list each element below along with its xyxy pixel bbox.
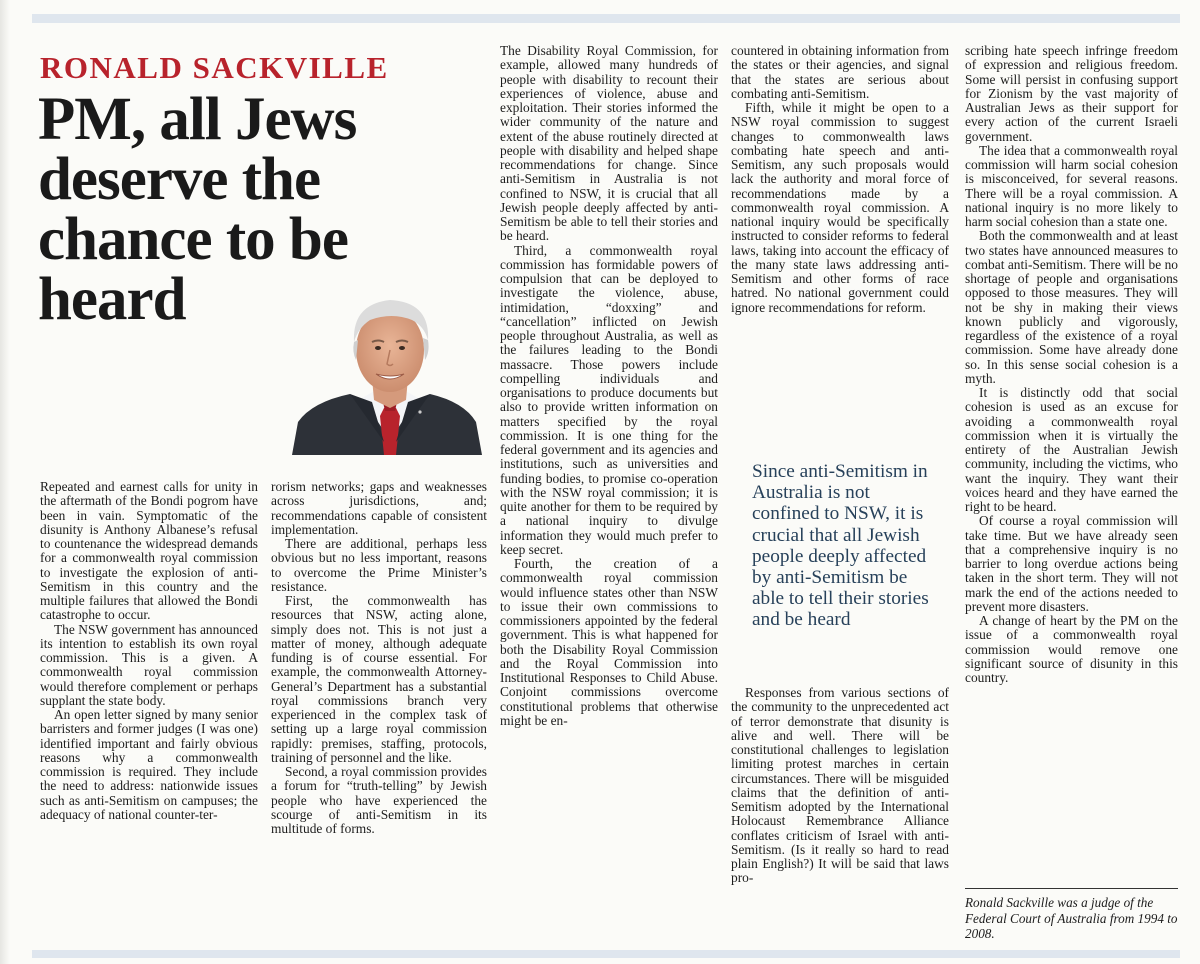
paragraph: rorism networks; gaps and weaknesses across jurisdictions, and; recommendations capable of consistent implementation. xyxy=(271,479,487,537)
paragraph: scribing hate speech infringe freedom of expression and religious freedom. Some will persist in confusing support for Zionism by the vast majority of Australian Jews as their support for every action of the current Israeli government. xyxy=(965,43,1178,144)
paragraph: An open letter signed by many senior barristers and former judges (I was one) identified important and fairly obvious reasons why a commonwealth commission is required. They include the need to address: nationwide issues such as anti-Semitism on campuses; the adequacy of national counter-ter- xyxy=(40,707,258,822)
paragraph: Both the commonwealth and at least two states have announced measures to combat anti-Semitism. There will be no shortage of people and organisations opposed to those measures. They will not be shy in making their views known publicly and vigorously, regardless of the existence of a royal commission. Some have already done so. In this sense social cohesion is a myth. xyxy=(965,228,1178,386)
paragraph: There are additional, perhaps less obvious but no less important, reasons to overcome the Prime Minister’s resistance. xyxy=(271,536,487,594)
paragraph: First, the commonwealth has resources that NSW, acting alone, simply does not. This is not just a matter of money, although adequate funding is of course essential. For example, the commonwealth Attorney-General’s Department has a substantial royal commissions branch very experienced in the complex task of setting up a large royal commission rapidly: premises, staffing, protocols, training of personnel and the like. xyxy=(271,593,487,765)
paragraph: A change of heart by the PM on the issue of a commonwealth royal commission would remove one significant source of disunity in this country. xyxy=(965,613,1178,685)
article-column-1 xyxy=(40,480,258,822)
paragraph: Third, a commonwealth royal commission has formidable powers of compulsion that can be deployed to investigate the violence, abuse, intimidation, “doxxing” and “cancellation” inflicted on Jewish people throughout Australia, as well as the failures leading to the Bondi massacre. Those powers include compelling individuals and organisations to produce documents but also to provide written information on matters specified by the royal commission. It is one thing for the federal government and its agencies and institutions, such as universities and funding bodies, to promise co-operation with the NSW royal commission; it is quite another for them to be required by a national inquiry to divulge information they would much prefer to keep secret. xyxy=(500,242,718,557)
author-bio: Ronald Sackville was a judge of the Federal Court of Australia from 1994 to 2008. xyxy=(965,888,1178,942)
bottom-rule xyxy=(32,950,1180,958)
headline: PM, all Jews deserve the chance to be heard xyxy=(38,86,357,333)
paragraph: Repeated and earnest calls for unity in the aftermath of the Bondi pogrom have been in vain. Symptomatic of the disunity is Anthony Albanese’s refusal to countenance the widespread demands for a commonwealth royal commission to investigate the explosion of anti-Semitism in this country and the multiple failures that allowed the Bondi catastrophe to occur. xyxy=(40,479,258,623)
paragraph: The NSW government has announced its intention to establish its own royal commission. This is a given. A commonwealth royal commission would therefore complement or perhaps supplant the state body. xyxy=(40,621,258,708)
byline: RONALD SACKVILLE xyxy=(40,50,389,85)
paragraph: The idea that a commonwealth royal commission will harm social cohesion is misconceived, for several reasons. There will be a royal commission. A national inquiry is no more likely to harm social cohesion than a state one. xyxy=(965,142,1178,229)
pull-quote: Since anti-Semitism in Australia is not confined to NSW, it is crucial that all Jewish people deeply affected by anti-Semitism be able to tell their stories and be heard xyxy=(752,461,929,631)
paragraph: Fourth, the creation of a commonwealth royal commission would influence states other than NSW to issue their own commissions to commissioners appointed by the federal government. This is what happened for both the Disability Royal Commission and the Royal Commission into Institutional Responses to Child Abuse. Conjoint commissions overcome constitutional problems that otherwise might be en- xyxy=(500,556,718,728)
article-column-5 xyxy=(965,44,1178,685)
top-rule xyxy=(32,14,1180,23)
article-column-4-continued xyxy=(731,686,949,886)
paragraph: It is distinctly odd that social cohesion is used as an excuse for avoiding a commonwealth royal commission when it is virtually the entirety of the Australian Jewish community, including the victims, who want the inquiry. They want their voices heard and they have earned the right to be heard. xyxy=(965,385,1178,514)
page-edge-shadow xyxy=(0,0,10,964)
article-column-3 xyxy=(500,44,718,728)
article-column-4 xyxy=(731,44,949,315)
paragraph: countered in obtaining information from the states or their agencies, and signal that the states are serious about combating anti-Semitism. xyxy=(731,43,949,101)
paragraph: Second, a royal commission provides a forum for “truth-telling” by Jewish people who have experienced the scourge of anti-Semitism in its multitude of forms. xyxy=(271,764,487,836)
paragraph: Responses from various sections of the community to the unprecedented act of terror demonstrate that disunity is alive and well. There will be constitutional challenges to legislation limiting protest marches in certain circumstances. There will be misguided claims that the definition of anti-Semitism adopted by the International Holocaust Remembrance Alliance conflates criticism of Israel with anti-Semitism. (Is it really so hard to read plain English?) It will be said that laws pro- xyxy=(731,685,949,886)
paragraph: The Disability Royal Commission, for example, allowed many hundreds of people with disability to recount their experiences of violence, abuse and exploitation. Their stories informed the wider community of the nature and extent of the abuse routinely directed at people with disability and helped shape recommendations for change. Since anti-Semitism in Australia is not confined to NSW, it is crucial that all Jewish people deeply affected by anti-Semitism be able to tell their stories and be heard. xyxy=(500,43,718,244)
article-column-2 xyxy=(271,480,487,836)
paragraph: Fifth, while it might be open to a NSW royal commission to suggest changes to commonwealth laws combating hate speech and anti-Semitism, any such proposals would lack the authority and moral force of recommendations made by a commonwealth royal commission. A national inquiry would be specifically instructed to consider reforms to federal laws, taking into account the efficacy of the many state laws addressing anti-Semitism and other forms of race hatred. No national government could ignore recommendations for reform. xyxy=(731,100,949,315)
paragraph: Of course a royal commission will take time. But we have already seen that a comprehensive inquiry is no barrier to long overdue actions being taken in the short term. They will not mark the end of the actions needed to prevent more disasters. xyxy=(965,513,1178,614)
author-portrait-icon xyxy=(292,290,482,455)
